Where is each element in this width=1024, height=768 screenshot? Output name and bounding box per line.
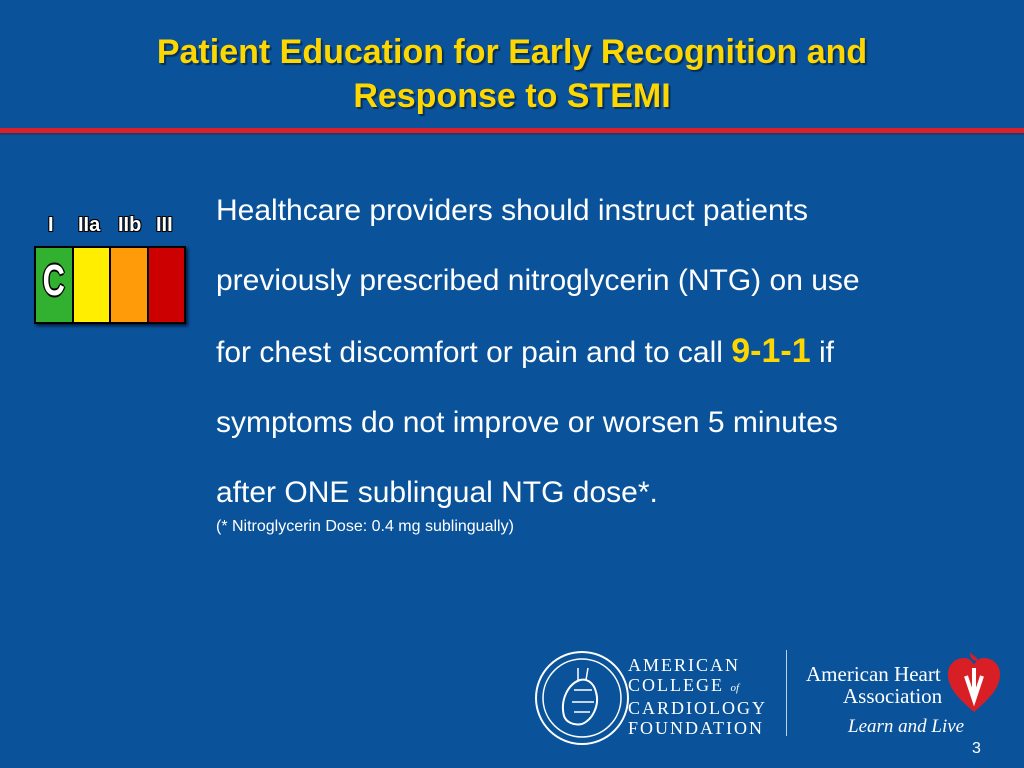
recommendation-class-header [38,214,188,240]
body-line-2: previously prescribed nitroglycerin (NTG) on use [216,264,860,297]
page-number: 3 [972,740,981,757]
body-line-5: after ONE sublingual NTG dose*. [216,476,658,509]
acc-wordmark [628,655,767,738]
level-of-evidence-letter: C [42,256,65,305]
acc-line-1: AMERICAN [628,655,741,675]
class-IIb-cell [111,248,147,322]
class-label-I: I [48,214,54,236]
recommendation-class-grid [34,246,186,324]
aha-line-1: American Heart [806,662,941,686]
acc-line-4: FOUNDATION [628,718,764,738]
aha-heart-torch-logo [944,650,1004,716]
acc-seal-logo [534,650,630,746]
slide-title-line2: Response to STEMI [353,77,671,115]
class-III-cell [149,248,185,322]
slide-title [0,30,1024,118]
class-label-IIa: IIa [78,214,101,236]
class-IIa-cell [74,248,110,322]
class-I-cell [36,248,72,322]
logo-divider [786,650,787,736]
body-line-1: Healthcare providers should instruct patients [216,194,808,227]
recommendation-text [216,176,1016,528]
body-line-3-end: if [810,336,834,369]
acc-line-3: CARDIOLOGY [628,698,767,718]
aha-line-2: Association [843,684,943,708]
slide-title-line1: Patient Education for Early Recognition and [156,33,868,71]
class-label-III: III [156,214,173,236]
aha-tagline: Learn and Live [848,716,965,737]
acc-line-2: COLLEGE of [628,675,740,695]
emergency-number: 9-1-1 [731,332,811,370]
body-line-3 [216,316,1016,388]
body-line-4: symptoms do not improve or worsen 5 minutes [216,406,838,439]
dose-footnote: (* Nitroglycerin Dose: 0.4 mg sublingually) [216,518,514,535]
body-line-3-start: for chest discomfort or pain and to call [216,336,732,369]
title-divider-shadow [0,133,1024,135]
class-label-IIb: IIb [118,214,142,236]
aha-wordmark [806,663,942,707]
